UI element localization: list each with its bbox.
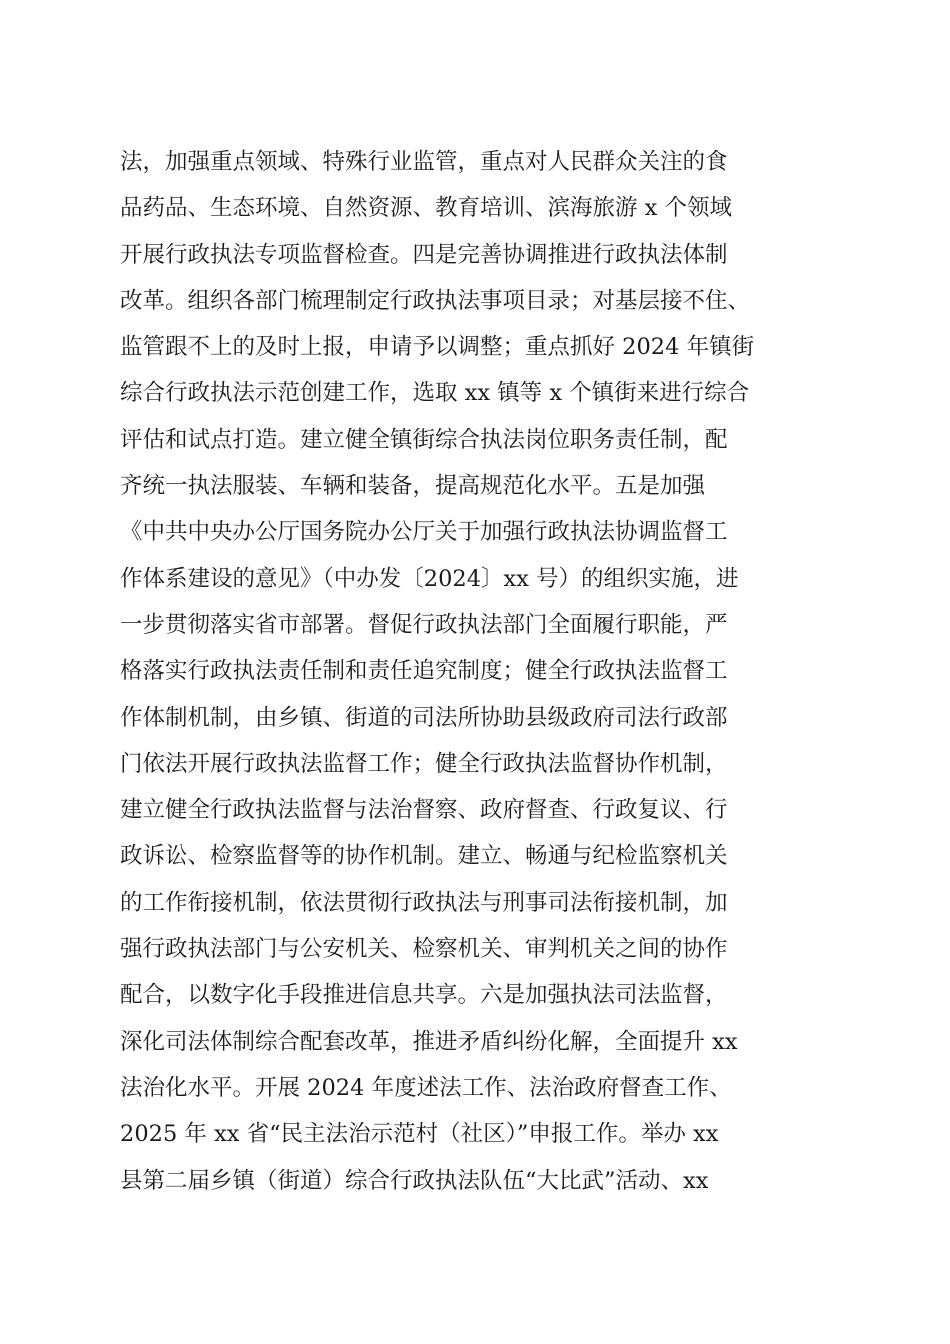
text-line: 作体制机制，由乡镇、街道的司法所协助县级政府司法行政部 (120, 704, 728, 731)
text-line: 强行政执法部门与公安机关、检察机关、审判机关之间的协作 (120, 936, 728, 963)
text-line: 法治化水平。开展 2024 年度述法工作、法治政府督查工作、 (120, 1074, 732, 1101)
text-line: 2025 年 xx 省“民主法治示范村（社区）”申报工作。举办 xx (120, 1121, 719, 1148)
text-line: 门依法开展行政执法监督工作；健全行政执法监督协作机制， (120, 750, 728, 777)
body-text (120, 139, 840, 1204)
text-line: 综合行政执法示范创建工作，选取 xx 镇等 x 个镇街来进行综合 (120, 380, 750, 407)
text-line: 开展行政执法专项监督检查。四是完善协调推进行政执法体制 (120, 241, 728, 268)
text-line: 监管跟不上的及时上报，申请予以调整；重点抓好 2024 年镇街 (120, 334, 755, 361)
text-line: 政诉讼、检察监督等的协作机制。建立、畅通与纪检监察机关 (120, 843, 728, 870)
text-line: 齐统一执法服装、车辆和装备，提高规范化水平。五是加强 (120, 473, 706, 500)
text-line: 的工作衔接机制，依法贯彻行政执法与刑事司法衔接机制，加 (120, 889, 728, 916)
text-line: 深化司法体制综合配套改革，推进矛盾纠纷化解，全面提升 xx (120, 1028, 738, 1055)
text-line: 县第二届乡镇（街道）综合行政执法队伍“大比武”活动、xx (120, 1167, 709, 1194)
text-line: 《中共中央办公厅国务院办公厅关于加强行政执法协调监督工 (120, 519, 728, 546)
text-line: 评估和试点打造。建立健全镇街综合执法岗位职务责任制，配 (120, 426, 728, 453)
text-line: 格落实行政执法责任制和责任追究制度；健全行政执法监督工 (120, 658, 728, 685)
text-line: 品药品、生态环境、自然资源、教育培训、滨海旅游 x 个领域 (120, 195, 732, 222)
text-line: 作体系建设的意见》（中办发〔2024〕xx 号）的组织实施，进 (120, 565, 739, 592)
text-line: 改革。组织各部门梳理制定行政执法事项目录；对基层接不住、 (120, 287, 751, 314)
text-line: 建立健全行政执法监督与法治督察、政府督查、行政复议、行 (120, 797, 728, 824)
text-line: 配合，以数字化手段推进信息共享。六是加强执法司法监督， (120, 982, 728, 1009)
text-line: 法，加强重点领域、特殊行业监管，重点对人民群众关注的食 (120, 149, 728, 175)
text-line: 一步贯彻落实省市部署。督促行政执法部门全面履行职能，严 (120, 611, 728, 638)
